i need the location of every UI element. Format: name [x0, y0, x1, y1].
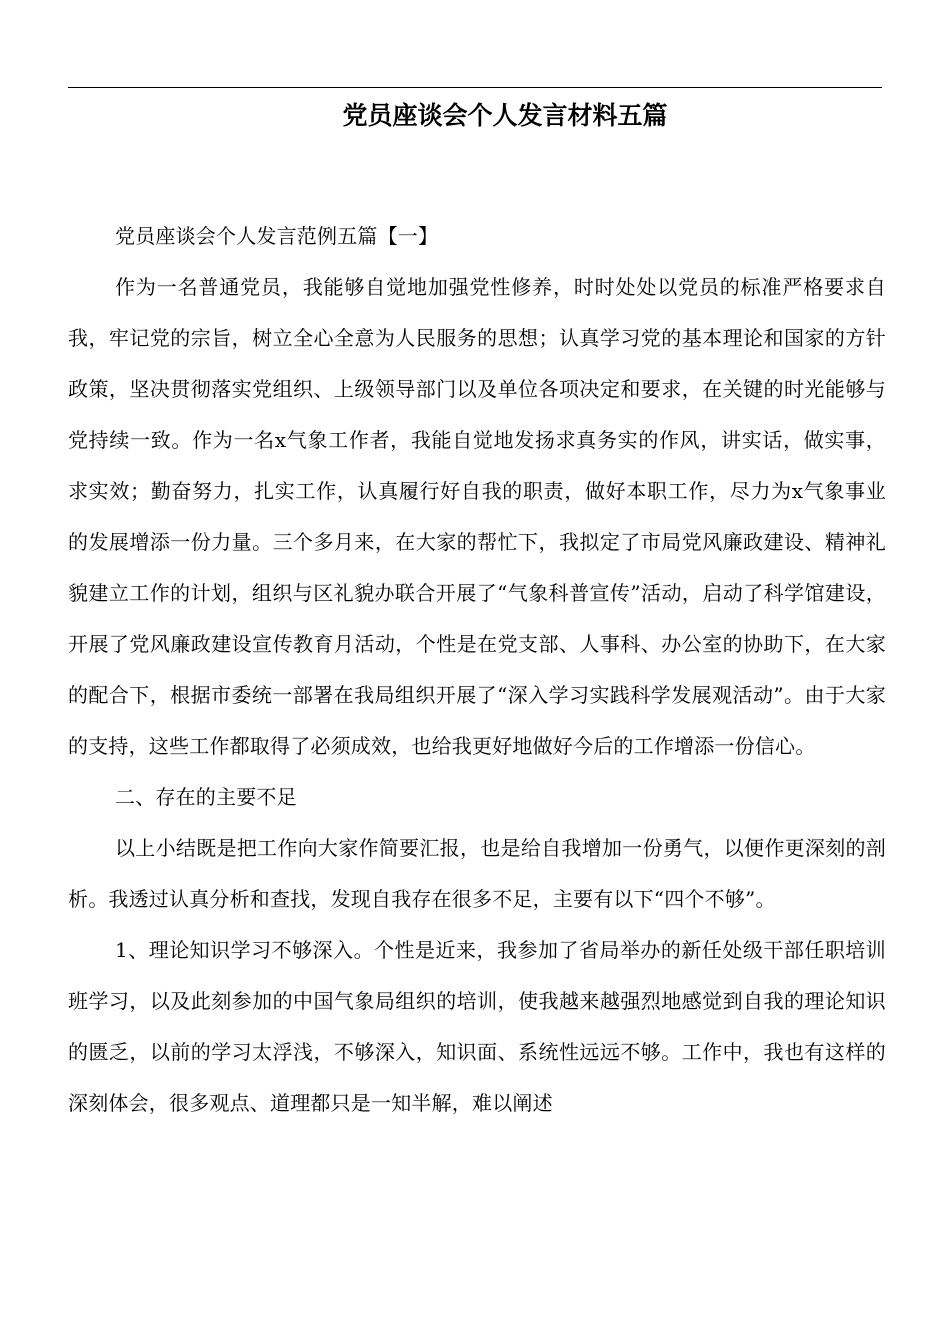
- header-rule: [68, 87, 882, 88]
- document-body: [68, 211, 886, 1129]
- paragraph-point-1: 1、理论知识学习不够深入。个性是近来，我参加了省局举办的新任处级干部任职培训班学习，以及此刻参加的中国气象局组织的培训，使我越来越强烈地感觉到自我的理论知识的匮乏，以前的学习太浮浅，不够深入，知识面、系统性远远不够。工作中，我也有这样的深刻体会，很多观点、道理都只是一知半解，难以阐述: [68, 938, 886, 1115]
- section-heading-1: 党员座谈会个人发言范例五篇【一】: [115, 224, 439, 248]
- paragraph-summary: 以上小结既是把工作向大家作简要汇报，也是给自我增加一份勇气，以便作更深刻的剖析。我透过认真分析和查找，发现自我存在很多不足，主要有以下“四个不够”。: [68, 836, 886, 911]
- paragraph-achievements: 作为一名普通党员，我能够自觉地加强党性修养，时时处处以党员的标准严格要求自我，牢记党的宗旨，树立全心全意为人民服务的思想；认真学习党的基本理论和国家的方针政策，坚决贯彻落实党组织、上级领导部门以及单位各项决定和要求，在关键的时光能够与党持续一致。作为一名x气象工作者，我能自觉地发扬求真务实的作风，讲实话，做实事，求实效；勤奋努力，扎实工作，认真履行好自我的职责，做好本职工作，尽力为x气象事业的发展增添一份力量。三个多月来，在大家的帮忙下，我拟定了市局党风廉政建设、精神礼貌建立工作的计划，组织与区礼貌办联合开展了“气象科普宣传”活动，启动了科学馆建设，开展了党风廉政建设宣传教育月活动，个性是在党支部、人事科、办公室的协助下，在大家的配合下，根据市委统一部署在我局组织开展了“深入学习实践科学发展观活动”。由于大家的支持，这些工作都取得了必须成效，也给我更好地做好今后的工作增添一份信心。: [68, 275, 886, 758]
- section-heading-shortcomings: 二、存在的主要不足: [115, 785, 297, 809]
- document-title: 党员座谈会个人发言材料五篇: [342, 101, 668, 130]
